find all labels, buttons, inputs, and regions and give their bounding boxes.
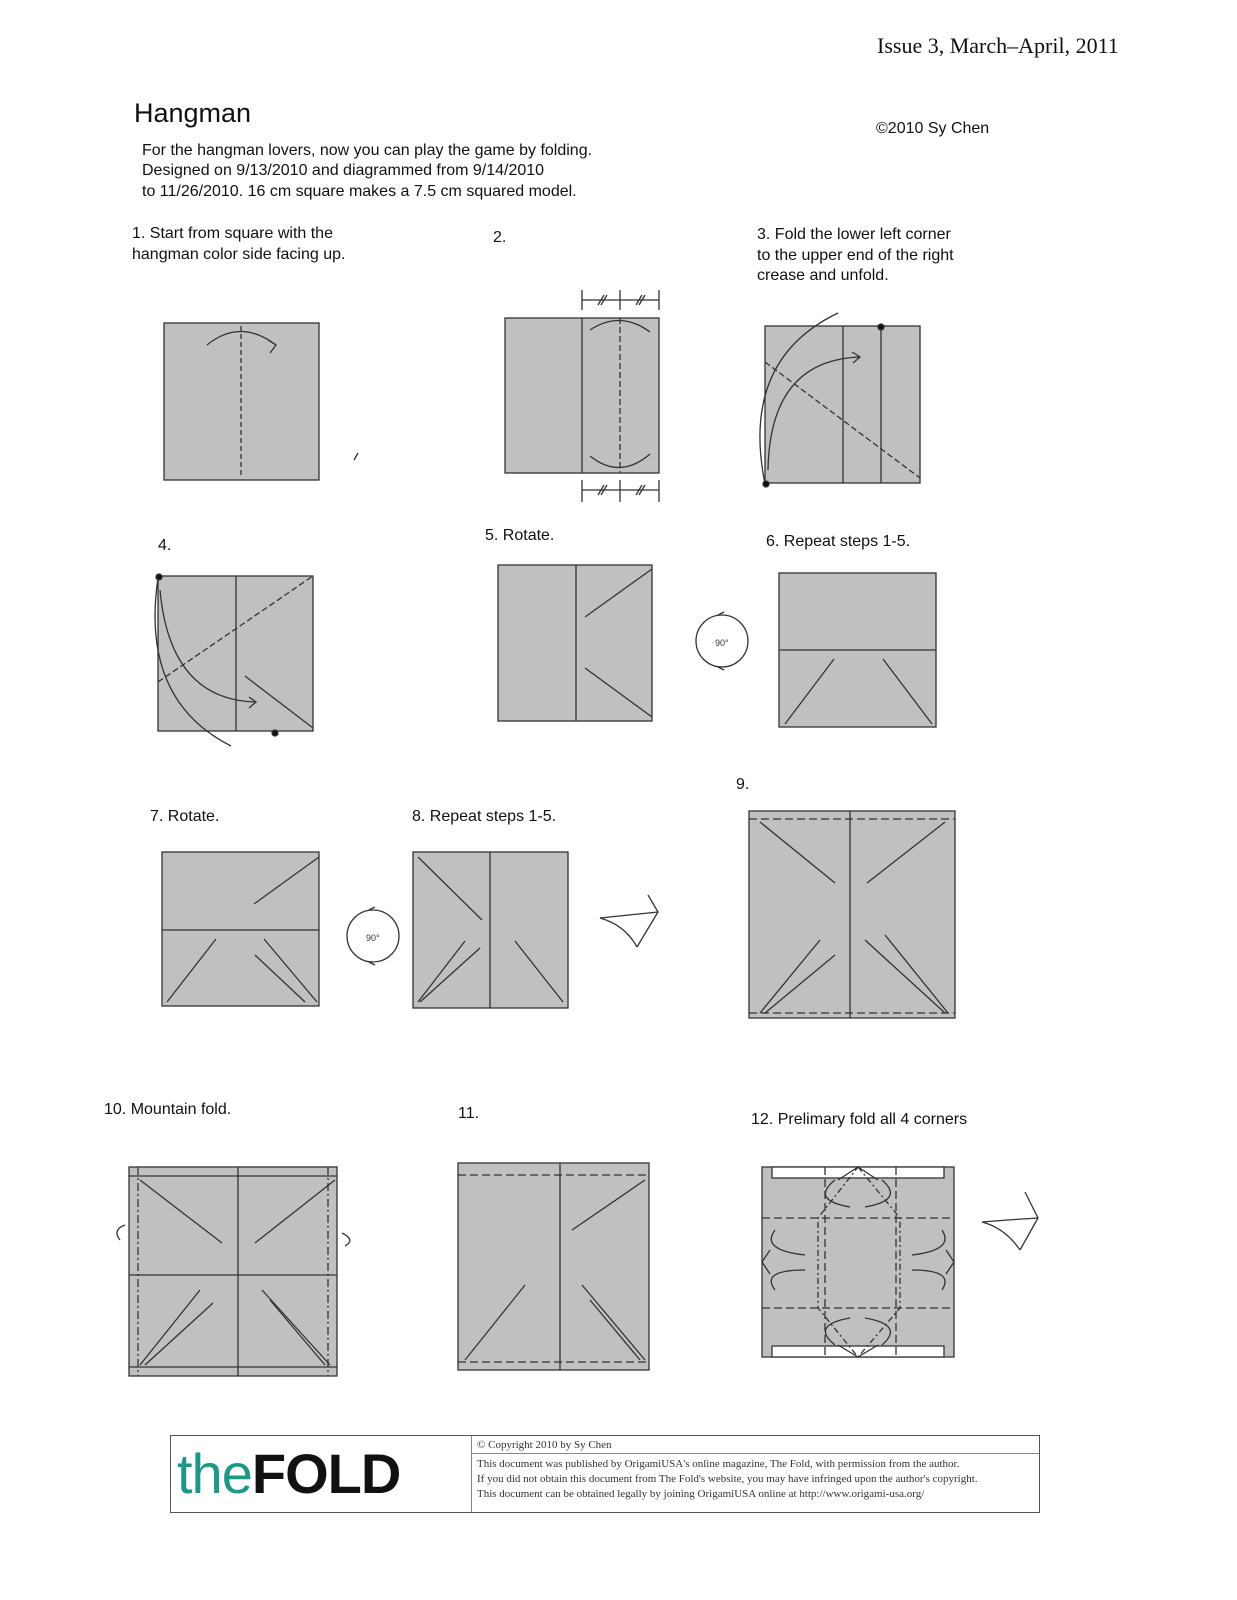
issue-header: Issue 3, March–April, 2011 [877,33,1119,58]
step-9-label: 9. [736,776,750,793]
thefold-logo: theFOLD [177,1442,401,1505]
step-8-label: 8. Repeat steps 1-5. [412,808,557,825]
footer-copyright: © Copyright 2010 by Sy Chen [472,1436,1039,1454]
step-10-diagram [117,1167,350,1376]
rotate-label: 90° [366,933,380,943]
step-1-label: hangman color side facing up. [132,246,346,263]
page-title: Hangman [134,98,252,128]
step-9-diagram [749,811,955,1018]
footer-line: If you did not obtain this document from The Fold's website, you may have infringed upon the author's copyright. [477,1473,978,1485]
step-3-label: 3. Fold the lower left corner [757,226,951,243]
step-6-label: 6. Repeat steps 1-5. [766,533,911,550]
step-4-label: 4. [158,537,172,554]
footer-line: This document was published by OrigamiUSA's online magazine, The Fold, with permission from the author. [477,1458,960,1470]
step-3-diagram [760,313,920,487]
step-2-label: 2. [493,229,507,246]
step-10-label: 10. Mountain fold. [104,1101,232,1118]
step-6-diagram [779,573,936,727]
step-12-diagram [762,1167,954,1357]
step-5-label: 5. Rotate. [485,527,555,544]
step-11-label: 11. [458,1105,480,1122]
step-7-label: 7. Rotate. [150,808,220,825]
footer-box [170,1435,1040,1513]
step-3-label: to the upper end of the right [757,247,954,264]
author-copyright: ©2010 Sy Chen [876,120,990,137]
step-12-label: 12. Prelimary fold all 4 corners [751,1111,968,1128]
turn-over-arrow-icon [600,895,658,947]
step-8-diagram [413,852,568,1008]
origami-usa-link[interactable]: http://www.origami-usa.org/ [799,1488,925,1500]
step-5-diagram [498,565,652,721]
description-line: For the hangman lovers, now you can play the game by folding. [142,142,593,159]
description-line: Designed on 9/13/2010 and diagrammed from 9/14/2010 [142,162,545,179]
step-3-label: crease and unfold. [757,267,889,284]
description-line: to 11/26/2010. 16 cm square makes a 7.5 cm squared model. [142,183,577,200]
step-11-diagram [458,1163,649,1370]
footer-line: This document can be obtained legally by joining OrigamiUSA online at http://www.origami-usa.org/ [477,1488,925,1500]
rotate-label: 90° [715,638,729,648]
step-4-diagram [155,574,313,746]
turn-over-arrow-icon [982,1192,1038,1250]
step-2-diagram [505,290,659,502]
step-7-diagram [162,852,319,1006]
step-1-diagram [164,323,358,480]
step-1-label: 1. Start from square with the [132,225,333,242]
